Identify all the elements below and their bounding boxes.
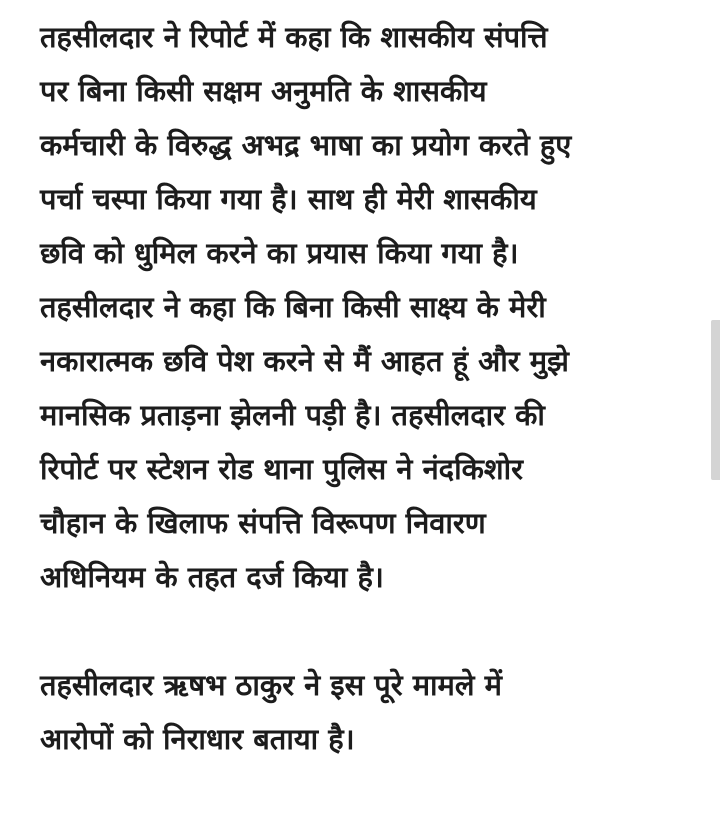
- text-line: कर्मचारी के विरुद्ध अभद्र भाषा का प्रयोग करते हुए: [40, 128, 572, 162]
- text-line: पर्चा चस्पा किया गया है। साथ ही मेरी शासकीय: [40, 182, 537, 216]
- text-line: अधिनियम के तहत दर्ज किया है।: [40, 560, 384, 594]
- paragraph-1: [40, 10, 700, 604]
- text-line: आरोपों को निराधार बताया है।: [40, 722, 355, 756]
- text-line: छवि को धुमिल करने का प्रयास किया गया है।: [40, 236, 519, 270]
- text-line: तहसीलदार ने रिपोर्ट में कहा कि शासकीय संपत्ति: [40, 20, 548, 54]
- text-line: नकारात्मक छवि पेश करने से मैं आहत हूं और मुझे: [40, 344, 569, 378]
- text-line: तहसीलदार ने कहा कि बिना किसी साक्ष्य के मेरी: [40, 290, 546, 324]
- scrollbar-thumb[interactable]: [711, 320, 720, 480]
- text-line: तहसीलदार ऋषभ ठाकुर ने इस पूरे मामले में: [40, 668, 503, 702]
- paragraph-2: [40, 658, 700, 766]
- article-body: [40, 10, 700, 766]
- text-line: रिपोर्ट पर स्टेशन रोड थाना पुलिस ने नंदकिशोर: [40, 452, 523, 486]
- text-line: चौहान के खिलाफ संपत्ति विरूपण निवारण: [40, 506, 486, 540]
- text-line: पर बिना किसी सक्षम अनुमति के शासकीय: [40, 74, 487, 108]
- text-line: मानसिक प्रताड़ना झेलनी पड़ी है। तहसीलदार की: [40, 398, 545, 432]
